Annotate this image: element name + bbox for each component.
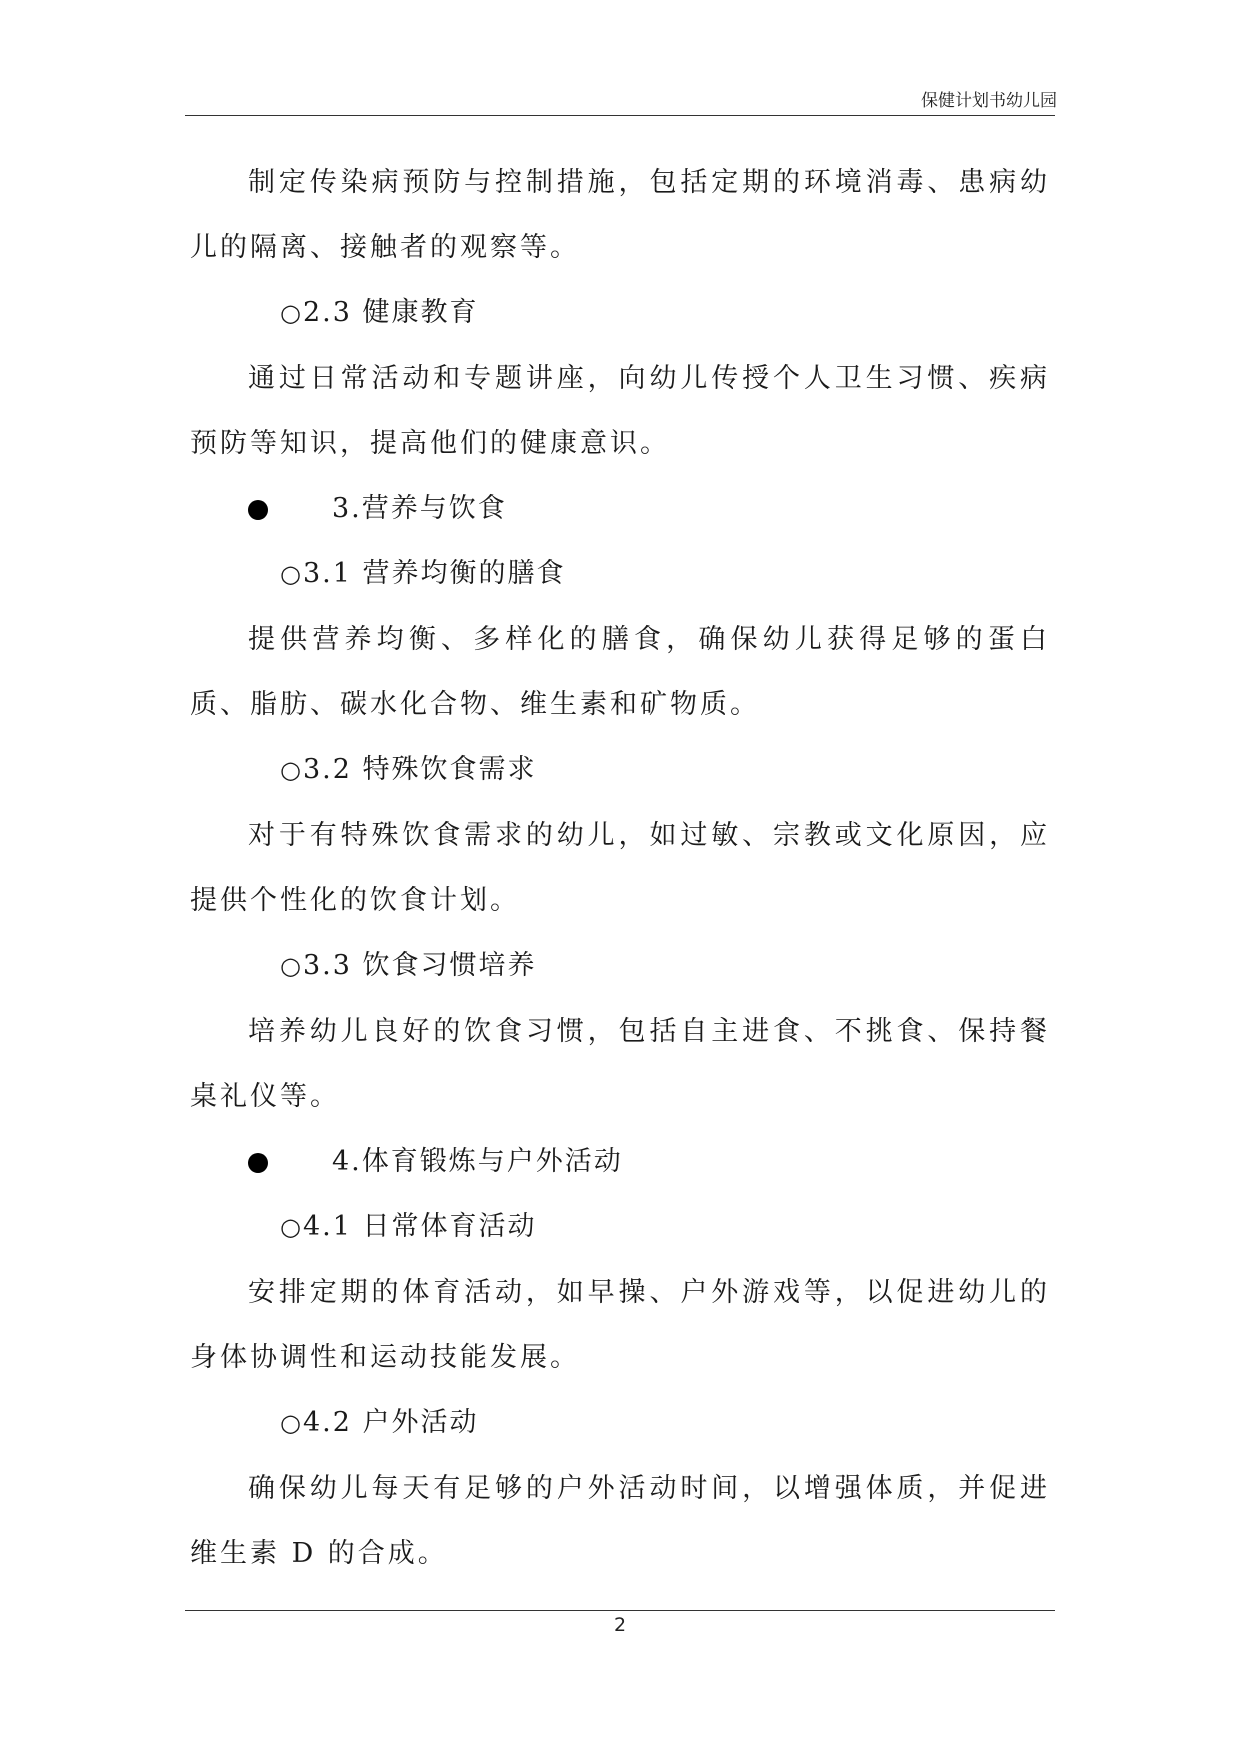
- filled-bullet-icon: [248, 500, 268, 520]
- subheading-4-2: [190, 1390, 1050, 1456]
- subheading-label: 3.3 饮食习惯培养: [302, 950, 537, 981]
- paragraph: 制定传染病预防与控制措施，包括定期的环境消毒、患病幼儿的隔离、接触者的观察等。: [190, 167, 1050, 263]
- hollow-circle-icon: ○: [280, 1409, 301, 1437]
- section-heading-label: 4.体育锻炼与户外活动: [332, 1146, 623, 1177]
- header-divider: [185, 115, 1055, 116]
- section-heading-label: 3.营养与饮食: [332, 493, 507, 524]
- paragraph: 确保幼儿每天有足够的户外活动时间，以增强体质，并促进维生素 D 的合成。: [190, 1473, 1050, 1569]
- subheading-2-3: [190, 280, 1050, 346]
- hollow-circle-icon: ○: [280, 1213, 301, 1241]
- paragraph: 培养幼儿良好的饮食习惯，包括自主进食、不挑食、保持餐桌礼仪等。: [190, 1016, 1050, 1112]
- paragraph: 通过日常活动和专题讲座，向幼儿传授个人卫生习惯、疾病预防等知识，提高他们的健康意识。: [190, 363, 1050, 459]
- hollow-circle-icon: ○: [280, 756, 301, 784]
- hollow-circle-icon: ○: [280, 299, 301, 327]
- paragraph: 对于有特殊饮食需求的幼儿，如过敏、宗教或文化原因，应提供个性化的饮食计划。: [190, 820, 1050, 916]
- paragraph: 安排定期的体育活动，如早操、户外游戏等，以促进幼儿的身体协调性和运动技能发展。: [190, 1277, 1050, 1373]
- subheading-label: 3.1 营养均衡的膳食: [302, 558, 566, 589]
- subheading-3-1: [190, 541, 1050, 607]
- running-header: 保健计划书幼儿园: [921, 91, 1057, 111]
- hollow-circle-icon: ○: [280, 560, 301, 588]
- document-body: [190, 150, 1050, 1586]
- section-heading-3: [190, 476, 1050, 541]
- hollow-circle-icon: ○: [280, 952, 301, 980]
- subheading-label: 4.2 户外活动: [302, 1407, 479, 1438]
- subheading-3-3: [190, 933, 1050, 999]
- page-number: 2: [613, 1614, 627, 1636]
- subheading-4-1: [190, 1194, 1050, 1260]
- subheading-3-2: [190, 737, 1050, 803]
- subheading-label: 3.2 特殊饮食需求: [302, 754, 537, 785]
- subheading-label: 2.3 健康教育: [302, 297, 479, 328]
- section-heading-4: [190, 1129, 1050, 1194]
- filled-bullet-icon: [248, 1153, 268, 1173]
- paragraph: 提供营养均衡、多样化的膳食，确保幼儿获得足够的蛋白质、脂肪、碳水化合物、维生素和矿物质。: [190, 624, 1050, 720]
- subheading-label: 4.1 日常体育活动: [302, 1211, 537, 1242]
- footer-divider: [185, 1610, 1055, 1611]
